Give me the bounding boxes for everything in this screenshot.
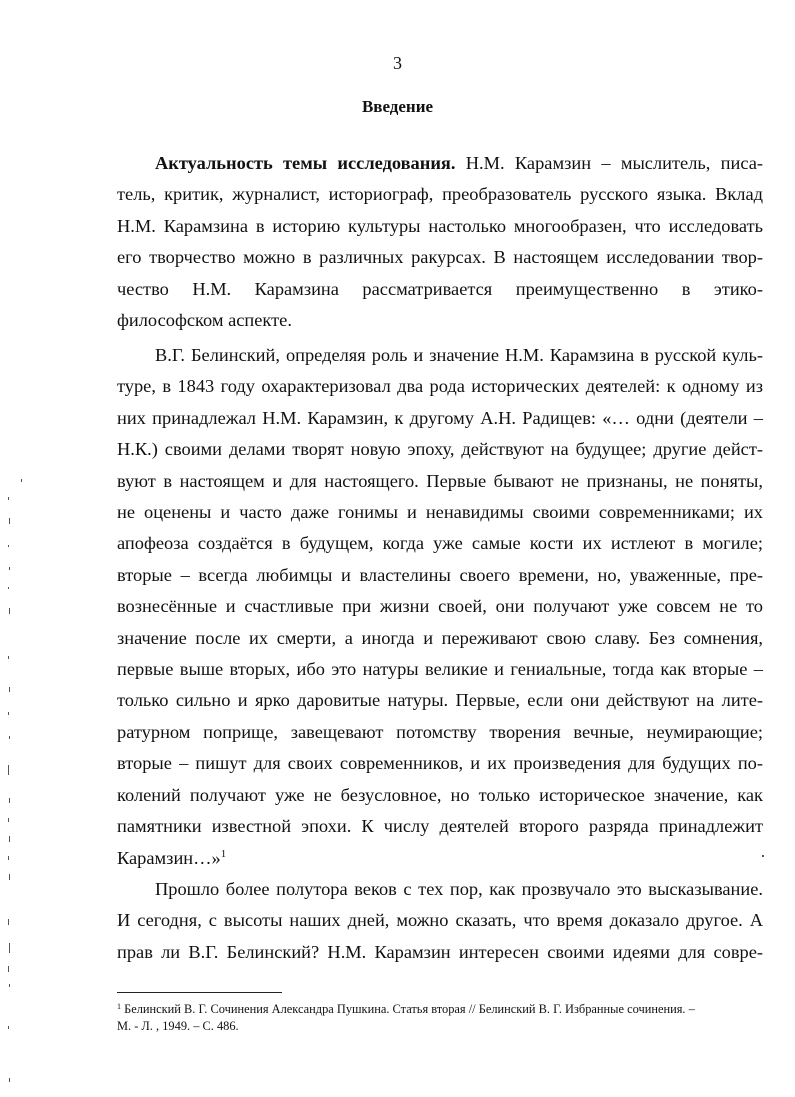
paragraph-relevance xyxy=(117,148,763,336)
paragraph-line: не оценены и часто даже гонимы и ненавидимы своими современниками; их xyxy=(117,502,763,523)
paragraph-line: памятники известной эпохи. К числу деятелей второго разряда принадлежит xyxy=(117,816,763,837)
paragraph-line: вторые – пишут для своих современников, и их произведения для будущих по- xyxy=(117,753,763,774)
footnote-line: М. - Л. , 1949. – С. 486. xyxy=(117,1019,239,1033)
paragraph-line: Прошло более полутора веков с тех пор, как прозвучало это высказывание. xyxy=(155,879,763,899)
paragraph-line: туре, в 1843 году охарактеризовал два рода исторических деятелей: к одному из xyxy=(117,376,763,397)
paragraph-line: чество Н.М. Карамзина рассматривается преимущественно в этико- xyxy=(117,278,763,299)
footnote-marker: 1 xyxy=(117,1002,121,1011)
paragraph-line: И сегодня, с высоты наших дней, можно сказать, что время доказало другое. А xyxy=(117,910,763,931)
paragraph-line: колений получают уже не безусловное, но только историческое значение, как xyxy=(117,784,763,805)
section-title: Введение xyxy=(361,97,434,116)
footnote-divider xyxy=(117,992,282,993)
paragraph-line: вуют в настоящем и для настоящего. Первые бывают не признаны, не поняты, xyxy=(117,470,763,491)
paragraph-line: только сильно и ярко даровитые натуры. Первые, если они действуют на лите- xyxy=(117,690,763,711)
paragraph-line: первые выше вторых, ибо это натуры великие и гениальные, тогда как вторые – xyxy=(117,659,763,680)
paragraph-line: Актуальность темы исследования. Н.М. Карамзин – мыслитель, писа- xyxy=(155,153,764,173)
footnote-line: $^1$ Белинский В. Г. Сочинения Александра Пушкина. Статья вторая // Белинский В. Г. Избранные сочинения. – xyxy=(117,1002,695,1016)
paragraph-line: В.Г. Белинский, определяя роль и значение Н.М. Карамзина в русской куль- xyxy=(155,345,763,365)
paragraph-line: вторые – всегда любимцы и властелины своего времени, но, уваженные, пре- xyxy=(117,564,763,585)
paragraph-belinsky-quote xyxy=(117,340,763,874)
paragraph-line: ратурном поприще, завещевают потомству творения вечные, неумирающие; xyxy=(117,721,763,742)
paragraph-line: его творчество можно в различных ракурсах. В настоящем исследовании твор- xyxy=(117,247,763,268)
paragraph-line: значение после их смерти, а иногда и переживают свою славу. Без сомнения, xyxy=(117,627,763,648)
page-number: 3 xyxy=(393,53,402,73)
paragraph-line: Карамзин…»$^1$ xyxy=(117,847,227,868)
paragraph-modern-view xyxy=(117,874,763,968)
lead-phrase: Актуальность темы исследования. xyxy=(155,153,456,173)
paragraph-line: них принадлежал Н.М. Карамзин, к другому А.Н. Радищев: «… одни (деятели – xyxy=(117,407,763,428)
paragraph-line: Н.К.) своими делами творят новую эпоху, действуют на будущее; другие дейст- xyxy=(117,439,763,460)
paragraph-line: тель, критик, журналист, историограф, преобразователь русского языка. Вклад xyxy=(117,184,763,205)
footnote-reference[interactable]: 1 xyxy=(220,847,227,860)
paragraph-line: философском аспекте. xyxy=(117,310,292,331)
paragraph-line: прав ли В.Г. Белинский? Н.М. Карамзин интересен своими идеями для совре- xyxy=(117,941,763,962)
paragraph-line: Н.М. Карамзина в историю культуры настолько многообразен, что исследовать xyxy=(117,215,763,236)
footnote xyxy=(117,1001,763,1035)
paragraph-line: апофеоза создаётся в будущем, когда уже самые кости их истлеют в могиле; xyxy=(117,533,763,554)
paragraph-line: вознесённые и счастливые при жизни своей, они получают уже совсем не то xyxy=(117,596,763,617)
